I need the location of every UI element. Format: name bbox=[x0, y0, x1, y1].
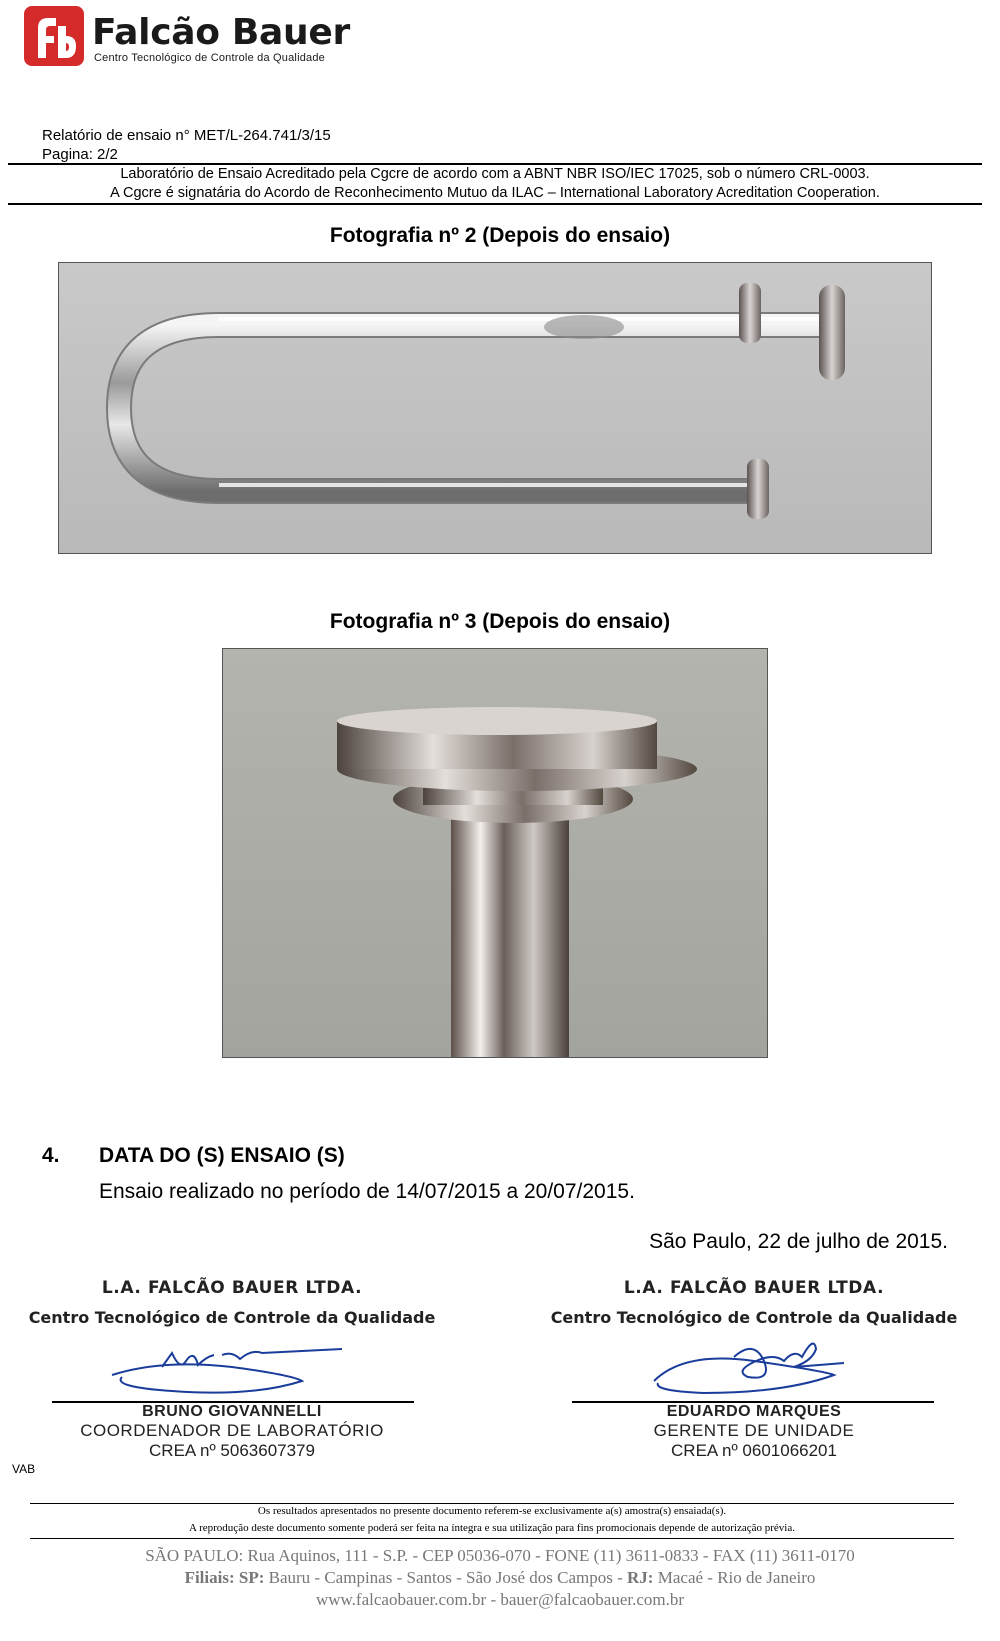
brand-name: Falcão Bauer bbox=[92, 12, 350, 53]
footer-rule-bottom bbox=[30, 1538, 954, 1539]
signature-block-1 bbox=[12, 1278, 452, 1461]
section-number: 4. bbox=[42, 1144, 60, 1167]
footer-contact: www.falcaobauer.com.br - bauer@falcaobauer.com.br bbox=[315, 1590, 685, 1609]
signature-company: L.A. FALCÃO BAUER LTDA. bbox=[623, 1278, 885, 1298]
branches-rj: Macaé - Rio de Janeiro bbox=[657, 1568, 816, 1587]
photo-3-title: Fotografia nº 3 (Depois do ensaio) bbox=[329, 610, 671, 633]
company-logo bbox=[24, 6, 84, 66]
accreditation-statement bbox=[8, 165, 982, 203]
brand-tagline: Centro Tecnológico de Controle da Qualidade bbox=[94, 52, 325, 64]
signatory-name: EDUARDO MARQUES bbox=[666, 1403, 842, 1420]
handwritten-signature-1 bbox=[102, 1331, 362, 1401]
signatory-crea: CREA nº 5063607379 bbox=[149, 1441, 315, 1460]
signatory-name: BRUNO GIOVANNELLI bbox=[142, 1403, 322, 1420]
section-title: DATA DO (S) ENSAIO (S) bbox=[99, 1144, 345, 1167]
test-period-text: Ensaio realizado no período de 14/07/2015 a 20/07/2015. bbox=[99, 1180, 635, 1203]
initials: VAB bbox=[12, 1462, 36, 1476]
signature-center: Centro Tecnológico de Controle da Qualidade bbox=[28, 1308, 436, 1327]
header-rule-bottom bbox=[8, 203, 982, 205]
signatory-role: COORDENADOR DE LABORATÓRIO bbox=[80, 1421, 384, 1440]
photo-2-grab-bar-image bbox=[58, 262, 932, 554]
accreditation-line-1: Laboratório de Ensaio Acreditado pela Cgcre de acordo com a ABNT NBR ISO/IEC 17025, sob o número CRL-0003. bbox=[120, 166, 870, 182]
signatory-crea: CREA nº 0601066201 bbox=[671, 1441, 837, 1460]
footer-address: SÃO PAULO: Rua Aquinos, 111 - S.P. - CEP 05036-070 - FONE (11) 3611-0833 - FAX (11) 3611-0170 bbox=[145, 1546, 855, 1565]
footer-rule-top bbox=[30, 1503, 954, 1504]
report-number: Relatório de ensaio n° MET/L-264.741/3/15 bbox=[42, 127, 331, 144]
footer-note-2: A reprodução deste documento somente poderá ser feita na íntegra e sua utilização para fins promocionais depende de autorização prévia. bbox=[189, 1522, 795, 1534]
signatory-role: GERENTE DE UNIDADE bbox=[653, 1421, 855, 1440]
handwritten-signature-2 bbox=[644, 1331, 864, 1401]
photo-3-flange-closeup-image bbox=[222, 648, 768, 1058]
branches-rj-label: RJ: bbox=[627, 1568, 654, 1587]
page-number: Pagina: 2/2 bbox=[42, 146, 118, 163]
signature-company: L.A. FALCÃO BAUER LTDA. bbox=[101, 1278, 363, 1298]
report-meta bbox=[42, 126, 331, 164]
accreditation-line-2: A Cgcre é signatária do Acordo de Reconhecimento Mutuo da ILAC – International Laboratory Acreditation Cooperation. bbox=[110, 185, 880, 201]
branches-sp: Bauru - Campinas - Santos - São José dos Campos - bbox=[268, 1568, 623, 1587]
photo-2-title: Fotografia nº 2 (Depois do ensaio) bbox=[329, 224, 671, 247]
branches-label: Filiais: SP: bbox=[184, 1568, 265, 1587]
footer-branches bbox=[0, 1568, 1000, 1588]
place-date: São Paulo, 22 de julho de 2015. bbox=[649, 1230, 948, 1253]
signature-center: Centro Tecnológico de Controle da Qualidade bbox=[550, 1308, 958, 1327]
signature-block-2 bbox=[534, 1278, 974, 1461]
footer-note-1: Os resultados apresentados no presente documento referem-se exclusivamente a(s) amostra(s) ensaiada(s). bbox=[257, 1505, 727, 1517]
